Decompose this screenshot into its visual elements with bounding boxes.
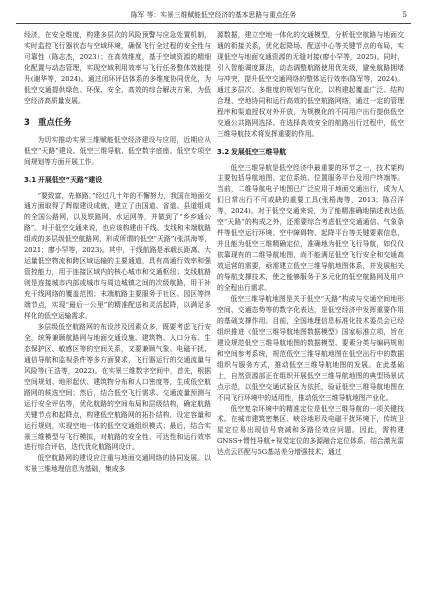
subsection-title: 发展低空三维导航 bbox=[231, 147, 287, 156]
body-paragraph: 低空三维导航地图是关于低空“天路”构成与交通空间地形空间、交通态势等的数字化表达，是低空经济中发挥重要作用的基础支撑作用。目前，全国地理信息标准化技术委员会已经组织推进《低空三维导航地图数据模型》国家标准立项，旨在建设规范低空三维导航地图的数据模型、要素分类与编码规则和空间参考系统，规范低空三维导航地图在低空出行中的数据组织与服务方式，推动低空三维导航地图的发展。在此基础上，自然资源部正在组织开展低空三维导航地图的典型场景试点示范，以低空交通试验区为依托，验证低空三维导航地图在不同飞行环境中的适用性，推动低空三维导航地图产业化。 bbox=[217, 294, 404, 402]
running-head bbox=[16, 9, 411, 21]
body-paragraph: 源数据，建立空地一体化的交通模型，分析低空航路与地面交通的衔接关系，优化起降场、配送中心等关键节点的布局，实现低空与地面交通资源的无缝对接(廖小罕等，2025)。同时，引入智能调度算法，动态调整航路使用优先级，避免航路拥堵与冲突，提升低空交通网络的整体运行效率(陈军等，2024)。通过多层次、多维度的规划与优化，以构建起覆盖广泛、结构合理、空地协同和运行高效的低空航路网络，通过一定的管理程序和渠道授权对外开放，为规模化的不同用户出行提供低空交通公共路网选择。在选择高效安全的航路出行过程中，低空三维导航技术将发挥重要的作用。 bbox=[217, 31, 404, 138]
section-title: 重点任务 bbox=[38, 116, 72, 127]
running-title: 陈军 等：实景三维赋能低空经济的基本思路与重点任务 bbox=[130, 11, 297, 19]
right-column bbox=[217, 30, 404, 598]
section-heading bbox=[24, 116, 211, 128]
body-paragraph: 多层级低空航路网的布设涉及因素众多，既要考虑飞行安全，统筹兼顾航路网与地面交通设施、建筑物、人口分布、生态保护区、敏感区等的空间关系，又要兼顾气象、电磁干扰、通信导航和监视条件等多方面要求，飞行器运行的交通流量与风险等(王浩等，2022)。在实景三维数字空间中，首先，根据空间规划、地形起伏、建筑物分布和人口密度等，生成低空航路网的候选空间；然后，结合低空飞行需求、交通流量预测与运行安全评估等，优化航路的空间布局和层级结构，确定航路关键节点和起降点，构建低空航路网的拓扑结构，设定容量和运行规则，实现空地一体的低空交通组织模式；最后，结合实景三维模型与飞行模拟，对航路的安全性、可达性和运行效率进行综合评估，迭代优化航路网设计。 bbox=[24, 322, 211, 452]
page-number: 5 bbox=[402, 10, 407, 19]
subsection-number: 3.1 bbox=[24, 175, 37, 184]
body-paragraph: 低空复杂环境中的精准定位是低空三维导航的一项关键技术。在城市建筑密集区、峡谷地形及电磁干扰环境下，传统卫星定位易出现信号衰减和多路径效应问题。因此，需构建GNSS+惯性导航+视觉定位的多源融合定位体系，结合激光雷达点云匹配与5G基站差分增强技术，通过 bbox=[217, 404, 404, 457]
header-rule bbox=[16, 23, 411, 24]
body-paragraph: 经济，在安全维度，构建多层次的风险预警与应急处置机制，实时监控飞行器状态与空域环境，确保飞行全过程的安全性与可靠性（陈志杰，2023）；在高效维度，基于空域资源的精细化配置与动态管理，实现空域利用效率与飞行任务整体效能提升(谢华等，2024)。通过闭环评估体系的多维度协同优化，为低空交通提供绿色、环保、安全、高效的综合解决方案，为低空经济高质量发展。 bbox=[24, 31, 211, 105]
subsection-heading bbox=[24, 175, 211, 186]
subsection-number: 3.2 bbox=[217, 147, 230, 156]
body-paragraph: 低空三维导航是低空经济中最重要的环节之一，技术架构主要包括导航地图、定位系统、位置服务平台及用户终端等。当前，二维导航电子地图已广泛应用于地面交通出行，成为人们日常出行不可或缺的重要工具(张梧海等，2013；陈召洋等，2024)。对于低空交通来说，为了能精准确地描述表达低空“天路”的构成之外，还需要综合考虑低空交通通信、气象条件等低空运行环境、空中障碍物、起降平台等关键要素信息，并且能为低空三维精确定位，准确地为低空飞行导航，如仅仅依靠现有的二维导航地图，尚不能满足低空飞行安全和交通高效运营的需要，亟需建立低空三维导航地图体系，并发展相关的导航支撑技术，使之能够服务于多元化的低空航路网及用户的全程出行需求。 bbox=[217, 163, 404, 293]
section-number: 3 bbox=[24, 116, 30, 127]
body-paragraph: “要致富，先修路。”经过几十年的不懈努力，我国在地面交通方面取得了辉煌建设成就，建立了由国道、省道、县道组成的全国公路网，以及铁路网、水运网等，并做到了“乡乡通公路”。对于低空交通来说，也应该构建由干线、支线和末端航路组成的多层级低空航路网，形成所谓的低空“天路”(张洪海等，2021；廖小罕等，2023)。其中，干线航路是承载长距离、大运量低空物流和跨区域运输的主要通道，具有高通行效率和强管控能力，用于连接区域内的核心城市和交通枢纽；支线航路则是连接城市内部或城市与周边城镇之间的次级航路，用于补充干线网络的覆盖范围；末端航路主要服务于社区、园区等终端节点，实现“最后一公里”的精准配送和灵活起降，以满足多样化的低空运输需求。 bbox=[24, 191, 211, 321]
section-intro: 为切实推动实景三维赋能低空经济建设与应用，近期应从低空“天路”建设、低空三维导航、低空数字底座、低空专项空间规划等方面开展工作。 bbox=[24, 135, 211, 166]
left-column bbox=[24, 30, 211, 598]
subsection-title: 开展低空“天路”建设 bbox=[38, 175, 103, 184]
body-paragraph: 低空航路网的建设应注重与地面交通网络的协同发展。以实景三维地理信息为基础，集成多 bbox=[24, 454, 211, 474]
subsection-heading bbox=[217, 147, 404, 158]
